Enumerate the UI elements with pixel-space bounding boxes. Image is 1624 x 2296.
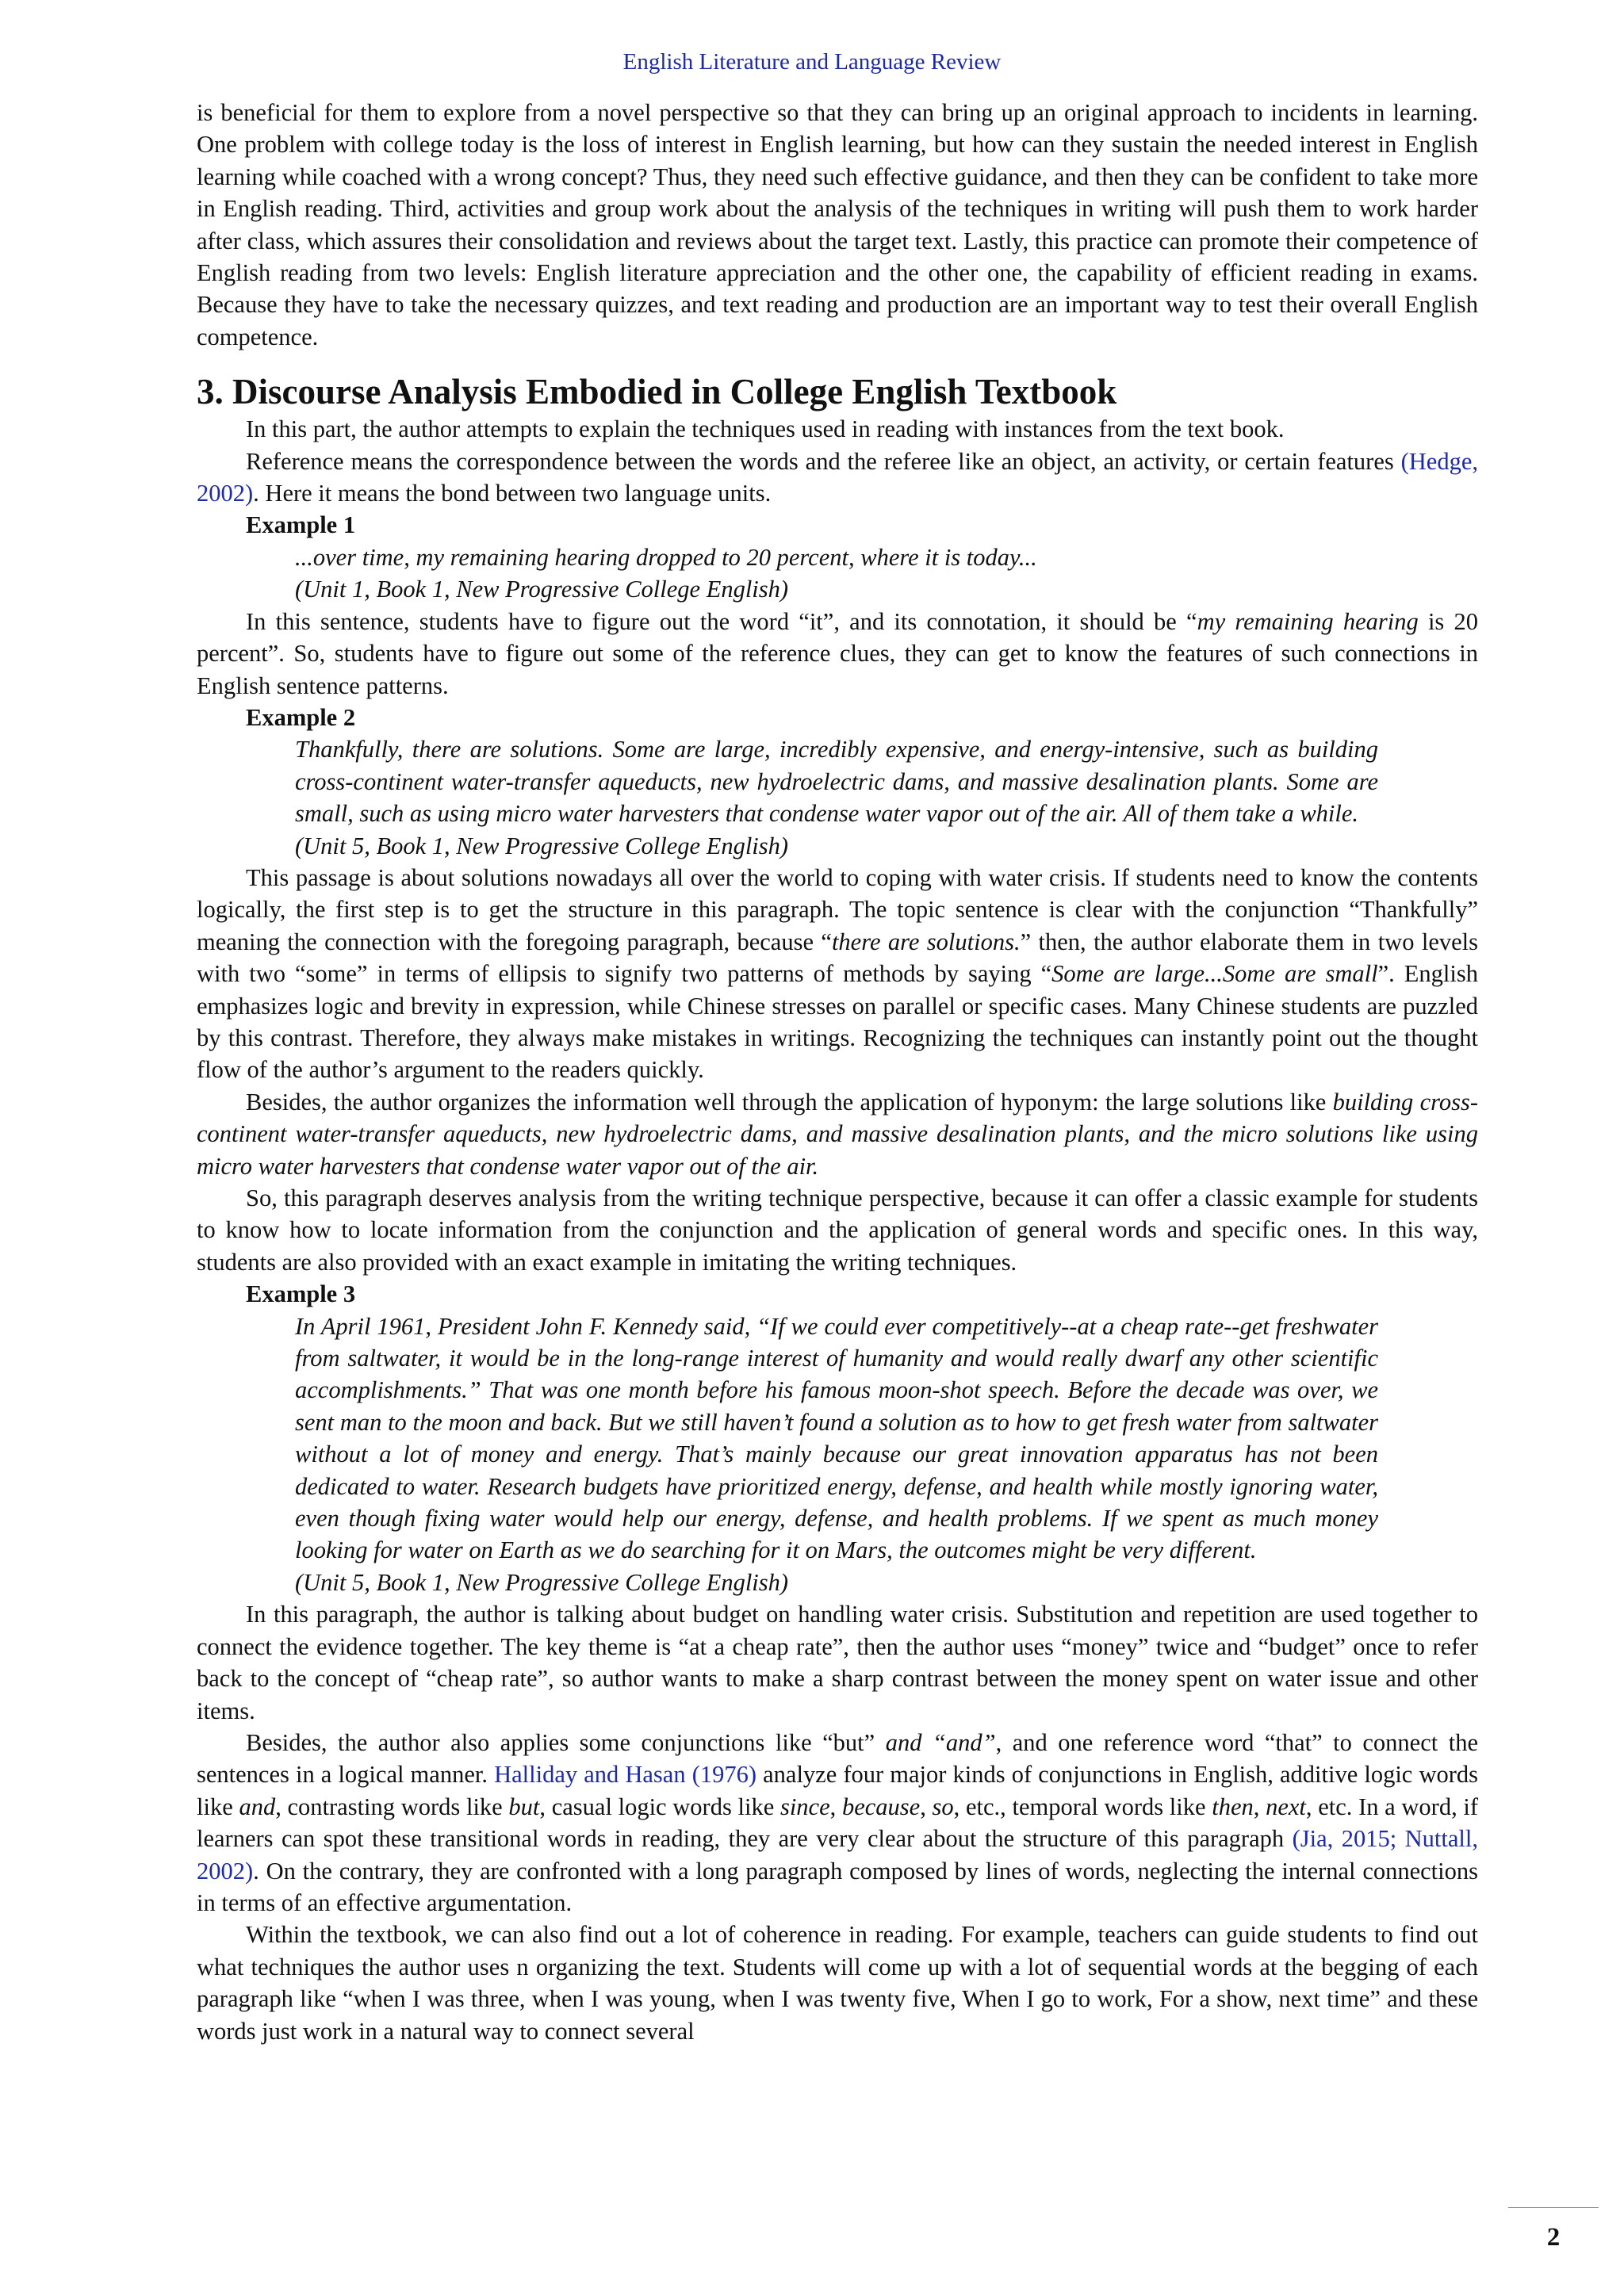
citation-link[interactable]: (Hedge, 2002): [197, 447, 1478, 507]
example-3-analysis-1: In this paragraph, the author is talking about budget on handling water crisis. Substitution and repetition are used together to connect the evidence together. The key theme is “at a cheap rate”, then the author uses “money” twice and “budget” once to refer back to the concept of “cheap rate”, so author wants to make a sharp contrast between the money spent on water issue and other items.: [197, 1601, 1478, 1724]
section-intro-paragraph: In this part, the author attempts to explain the techniques used in reading with instances from the text book.: [246, 415, 1285, 443]
emphasis-run: because: [841, 1793, 921, 1820]
text-run: analyze four major kinds of conjunctions in English, additive logic words like: [197, 1761, 1479, 1820]
example-2-label: Example 2: [246, 703, 356, 731]
citation-link[interactable]: (Jia, 2015; Nuttall, 2002): [197, 1825, 1478, 1885]
text-run: ” then, the author elaborate them in two levels with two “some” in terms of ellipsis to signify two patterns of methods by saying “: [197, 928, 1478, 988]
journal-header: English Literature and Language Review: [622, 49, 1002, 75]
example-1-analysis: [197, 606, 1478, 702]
footer-rule: [1508, 2207, 1599, 2208]
example-1-quote: ...over time, my remaining hearing dropped to 20 percent, where it is today...: [295, 543, 1037, 571]
text-run: , contrasting words like: [275, 1793, 509, 1820]
reference-definition-paragraph: [197, 446, 1478, 510]
emphasis-run: and: [239, 1793, 276, 1820]
text-run: ”. English emphasizes logic and brevity in expression, while Chinese stresses on parallel or specific cases. Many Chinese students are puzzled by this contrast. Therefore, they always make mistakes in writings. Recognizing the techniques can instantly point out the thought flow of the author’s argument to the readers quickly.: [197, 960, 1478, 1084]
text-run: , and one reference word “that” to connect the sentences in a logical manner.: [197, 1728, 1478, 1789]
text-run: Reference means the correspondence between the words and the referee like an object, an activity, or certain features: [246, 447, 1401, 475]
section-heading: 3. Discourse Analysis Embodied in College English Textbook: [197, 372, 1117, 412]
example-3-quote: In April 1961, President John F. Kennedy said, “If we could ever competitively--at a cheap rate--get freshwater from saltwater, it would be in the long-range interest of humanity and would really dwarf any other scientific accomplishments.” That was one month before his famous moon-shot speech. Before the decade was over, we sent man to the moon and back. But we still haven’t found a solution as to how to get fresh water from saltwater without a lot of money and energy. That’s mainly because our great innovation apparatus has not been dedicated to water. Research budgets have prioritized energy, defense, and health while mostly ignoring water, even though fixing water would help our energy, defense, and health problems. If we spent as much money looking for water on Earth as we do searching for it on Mars, the outcomes might be very different.: [295, 1312, 1378, 1564]
example-2-analysis-2: [197, 1086, 1478, 1182]
emphasis-run: then: [1212, 1793, 1254, 1820]
example-2-source: (Unit 5, Book 1, New Progressive College English): [295, 832, 789, 859]
text-run: ,: [829, 1793, 842, 1820]
text-run: is 20 percent”. So, students have to figure out some of the reference clues, they can get to know the features of such connections in English sentence patterns.: [197, 607, 1478, 699]
text-run: Besides, the author organizes the information well through the application of hyponym: the large solutions like: [246, 1088, 1333, 1115]
example-3-analysis-2: [197, 1727, 1478, 1919]
text-run: ,: [1253, 1793, 1266, 1820]
emphasis-run: but: [508, 1793, 540, 1820]
text-run: . Here it means the bond between two language units.: [253, 480, 772, 507]
emphasis-run: and “and”: [885, 1728, 996, 1756]
emphasis-run: Some are large...Some are small: [1051, 960, 1378, 988]
emphasis-run: there are solutions.: [831, 928, 1021, 955]
example-2-quote: Thankfully, there are solutions. Some are large, incredibly expensive, and energy-intensive, such as building cross-continent water-transfer aqueducts, new hydroelectric dams, and massive desalination plants. Some are small, such as using micro water harvesters that condense water vapor out of the air. All of them take a while.: [295, 736, 1378, 828]
emphasis-run: so: [932, 1793, 954, 1820]
page-number: 2: [1546, 2223, 1561, 2252]
text-run: . On the contrary, they are confronted with a long paragraph composed by lines of words, neglecting the internal connections in terms of an effective argumentation.: [197, 1857, 1478, 1916]
body-text: [197, 97, 1478, 2047]
text-run: Besides, the author also applies some conjunctions like “but”: [246, 1728, 886, 1756]
emphasis-run: next: [1266, 1793, 1306, 1820]
text-run: This passage is about solutions nowadays all over the world to coping with water crisis. If students need to know the contents logically, the first step is to get the structure in this paragraph. The topic sentence is clear with the conjunction “Thankfully” meaning the connection with the foregoing paragraph, because “: [197, 863, 1478, 955]
emphasis-run: building cross-continent water-transfer aqueducts, new hydroelectric dams, and massive desalination plants, and the micro solutions like using micro water harvesters that condense water vapor out of the air.: [197, 1088, 1478, 1180]
text-run: , etc. In a word, if learners can spot these transitional words in reading, they are very clear about the structure of this paragraph: [197, 1793, 1479, 1853]
example-1-label: Example 1: [246, 511, 356, 539]
intro-paragraph: is beneficial for them to explore from a novel perspective so that they can bring up an original approach to incidents in learning. One problem with college today is the loss of interest in English learning, but how can they sustain the needed interest in English learning while coached with a wrong concept? Thus, they need such effective guidance, and then they can be confident to take more in English reading. Third, activities and group work about the analysis of the techniques in writing will push them to work harder after class, which assures their consolidation and reviews about the target text. Lastly, this practice can promote their competence of English reading from two levels: English literature appreciation and the other one, the capability of efficient reading in exams. Because they have to take the necessary quizzes, and text reading and production are an important way to test their overall English competence.: [197, 99, 1478, 350]
example-2-analysis-1: [197, 862, 1478, 1086]
emphasis-run: since: [779, 1793, 830, 1820]
example-3-analysis-3: Within the textbook, we can also find out a lot of coherence in reading. For example, teachers can guide students to find out what techniques the author uses n organizing the text. Students will come up with a lot of sequential words at the begging of each paragraph like “when I was three, when I was young, when I was twenty five, When I go to work, For a show, next time” and these words just work in a natural way to connect several: [197, 1921, 1478, 2045]
text-run: ,: [920, 1793, 933, 1820]
emphasis-run: my remaining hearing: [1197, 607, 1419, 635]
text-run: , casual logic words like: [539, 1793, 780, 1820]
citation-link[interactable]: Halliday and Hasan (1976): [494, 1761, 757, 1789]
example-1-source: (Unit 1, Book 1, New Progressive College English): [295, 576, 789, 603]
example-2-analysis-3: So, this paragraph deserves analysis from the writing technique perspective, because it can offer a classic example for students to know how to locate information from the conjunction and the application of general words and specific ones. In this way, students are also provided with an exact example in imitating the writing techniques.: [197, 1184, 1478, 1276]
text-run: , etc., temporal words like: [953, 1793, 1212, 1820]
example-3-label: Example 3: [246, 1280, 356, 1308]
text-run: In this sentence, students have to figure out the word “it”, and its connotation, it should be “: [246, 607, 1197, 635]
example-3-source: (Unit 5, Book 1, New Progressive College English): [295, 1568, 789, 1596]
